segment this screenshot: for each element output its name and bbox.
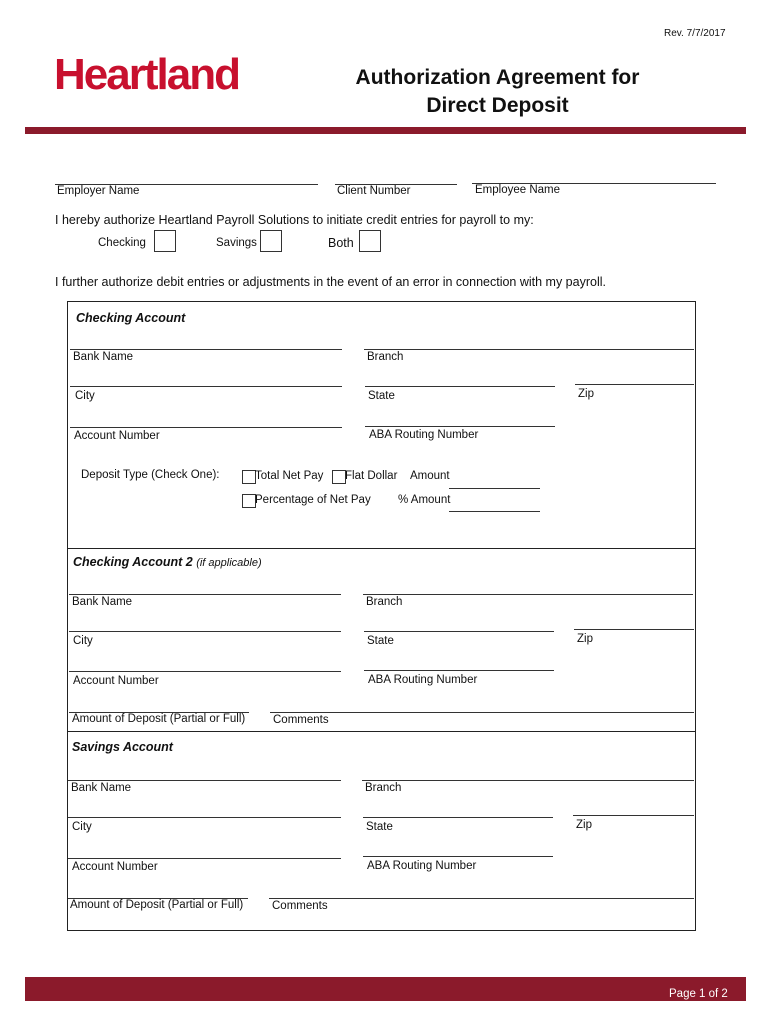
employer-name-label: Employer Name — [57, 185, 140, 197]
checking-account-2-subtitle: (if applicable) — [196, 557, 262, 569]
savings-branch-field[interactable] — [362, 780, 694, 781]
credit-authorization-text: I hereby authorize Heartland Payroll Solutions to initiate credit entries for payroll to my: — [55, 213, 534, 227]
title-line-2: Direct Deposit — [426, 94, 569, 117]
checking2-bank-name-field[interactable] — [69, 594, 341, 595]
checking2-account-number-field[interactable] — [69, 671, 341, 672]
savings-checkbox[interactable] — [260, 230, 282, 252]
checking-branch-label: Branch — [367, 351, 404, 363]
total-net-pay-checkbox[interactable] — [242, 470, 256, 484]
revision-date: Rev. 7/7/2017 — [664, 28, 726, 39]
flat-dollar-label: Flat Dollar — [345, 470, 398, 482]
checking-account-number-label: Account Number — [74, 430, 160, 442]
amount-label: Amount — [410, 470, 450, 482]
checking-account-number-field[interactable] — [70, 427, 342, 428]
percent-amount-field[interactable] — [449, 511, 540, 512]
savings-comments-label: Comments — [272, 900, 328, 912]
checking2-account-number-label: Account Number — [73, 675, 159, 687]
total-net-pay-label: Total Net Pay — [255, 470, 324, 482]
checking-account-2-title: Checking Account 2 — [73, 555, 193, 569]
page-number: Page 1 of 2 — [669, 988, 728, 1000]
savings-bank-name-field[interactable] — [68, 780, 341, 781]
checking-state-label: State — [368, 390, 395, 402]
savings-account-number-label: Account Number — [72, 861, 158, 873]
checking-bank-name-label: Bank Name — [73, 351, 134, 363]
checking2-city-field[interactable] — [69, 631, 341, 632]
checking-zip-label: Zip — [578, 388, 594, 400]
savings-account-number-field[interactable] — [68, 858, 341, 859]
savings-state-field[interactable] — [363, 817, 553, 818]
checking-aba-routing-field[interactable] — [365, 426, 555, 427]
savings-bank-name-label: Bank Name — [71, 782, 132, 794]
footer-bar — [25, 977, 746, 1001]
both-option-label: Both — [328, 236, 354, 250]
checking-bank-name-field[interactable] — [70, 349, 342, 350]
savings-state-label: State — [366, 821, 393, 833]
debit-authorization-text: I further authorize debit entries or adjustments in the event of an error in connection with my payroll. — [55, 275, 606, 289]
checking2-comments-field[interactable] — [270, 712, 694, 713]
heartland-logo: Heartland — [54, 50, 239, 99]
both-checkbox[interactable] — [359, 230, 381, 252]
savings-city-label: City — [72, 821, 92, 833]
client-number-label: Client Number — [337, 185, 411, 197]
checking2-state-field[interactable] — [364, 631, 554, 632]
checking-aba-routing-label: ABA Routing Number — [369, 429, 479, 441]
savings-amount-deposit-label: Amount of Deposit (Partial or Full) — [70, 899, 244, 911]
percent-amount-label: % Amount — [398, 494, 451, 506]
employee-name-label: Employee Name — [475, 184, 561, 196]
savings-branch-label: Branch — [365, 782, 402, 794]
savings-zip-label: Zip — [576, 819, 592, 831]
checking2-zip-label: Zip — [577, 633, 593, 645]
title-line-1: Authorization Agreement for — [355, 66, 640, 89]
checking-account-heading: Checking Account — [76, 311, 186, 325]
savings-account-heading: Savings Account — [72, 740, 173, 754]
checking-option-label: Checking — [98, 237, 146, 249]
checking2-branch-label: Branch — [366, 596, 403, 608]
savings-comments-field[interactable] — [269, 898, 694, 899]
savings-aba-routing-label: ABA Routing Number — [367, 860, 477, 872]
checking-city-field[interactable] — [70, 386, 342, 387]
section-divider-2 — [67, 731, 695, 732]
percentage-net-pay-label: Percentage of Net Pay — [255, 494, 371, 506]
checking2-aba-routing-field[interactable] — [364, 670, 554, 671]
checking-city-label: City — [75, 390, 95, 402]
flat-dollar-checkbox[interactable] — [332, 470, 346, 484]
savings-aba-routing-field[interactable] — [363, 856, 553, 857]
checking-checkbox[interactable] — [154, 230, 176, 252]
checking2-state-label: State — [367, 635, 394, 647]
checking2-branch-field[interactable] — [363, 594, 693, 595]
checking2-zip-field[interactable] — [574, 629, 694, 630]
savings-zip-field[interactable] — [573, 815, 694, 816]
checking2-city-label: City — [73, 635, 93, 647]
checking-zip-field[interactable] — [575, 384, 694, 385]
page-title — [320, 64, 675, 120]
checking2-bank-name-label: Bank Name — [72, 596, 133, 608]
header-divider-bar — [25, 127, 746, 134]
checking2-comments-label: Comments — [273, 714, 329, 726]
checking2-amount-deposit-label: Amount of Deposit (Partial or Full) — [72, 713, 246, 725]
checking2-aba-routing-label: ABA Routing Number — [368, 674, 478, 686]
section-divider-1 — [67, 548, 695, 549]
flat-dollar-amount-field[interactable] — [449, 488, 540, 489]
checking-account-2-heading — [73, 555, 262, 569]
savings-option-label: Savings — [216, 237, 257, 249]
deposit-type-label: Deposit Type (Check One): — [81, 469, 220, 481]
savings-city-field[interactable] — [68, 817, 341, 818]
checking-branch-field[interactable] — [364, 349, 694, 350]
checking-state-field[interactable] — [365, 386, 555, 387]
percentage-net-pay-checkbox[interactable] — [242, 494, 256, 508]
